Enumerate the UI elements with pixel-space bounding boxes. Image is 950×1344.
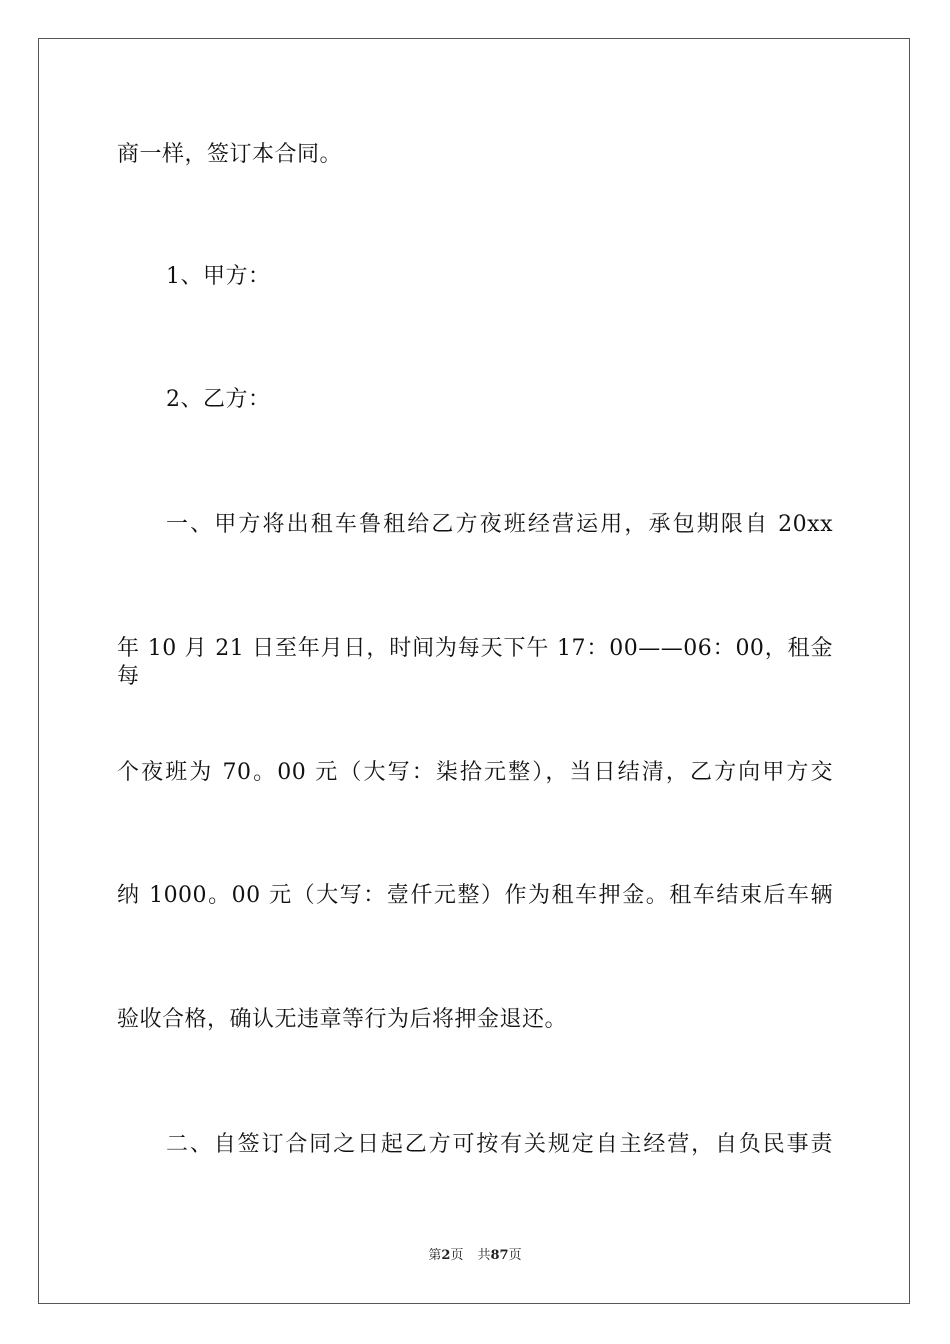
page-suffix: 页 (450, 1248, 464, 1263)
text-line-1: 商一样，签订本合同。 (117, 142, 343, 167)
clause-1-line-3: 个夜班为 70。00 元（大写：柒拾元整），当日结清，乙方向甲方交 (117, 760, 833, 785)
clause-1-line-5: 验收合格，确认无违章等行为后将押金退还。 (117, 1007, 568, 1032)
page-border (38, 38, 910, 1304)
page-footer (0, 1248, 950, 1264)
party-a-line: 1、甲方： (166, 264, 271, 289)
clause-1-line-2: 年 10 月 21 日至年月日，时间为每天下午 17：00——06：00，租金每 (117, 636, 833, 689)
clause-1-line-4: 纳 1000。00 元（大写：壹仟元整）作为租车押金。租车结束后车辆 (117, 883, 833, 908)
clause-1-line-1: 一、甲方将出租车鲁租给乙方夜班经营运用，承包期限自 20xx (166, 512, 833, 537)
total-pages: 87 (490, 1248, 509, 1263)
page-prefix: 第 (428, 1248, 442, 1263)
clause-2-line-1: 二、自签订合同之日起乙方可按有关规定自主经营，自负民事责 (166, 1132, 833, 1157)
party-b-line: 2、乙方： (166, 387, 271, 412)
total-prefix: 共 (477, 1248, 491, 1263)
total-suffix: 页 (508, 1248, 522, 1263)
page-number: 2 (441, 1248, 451, 1263)
